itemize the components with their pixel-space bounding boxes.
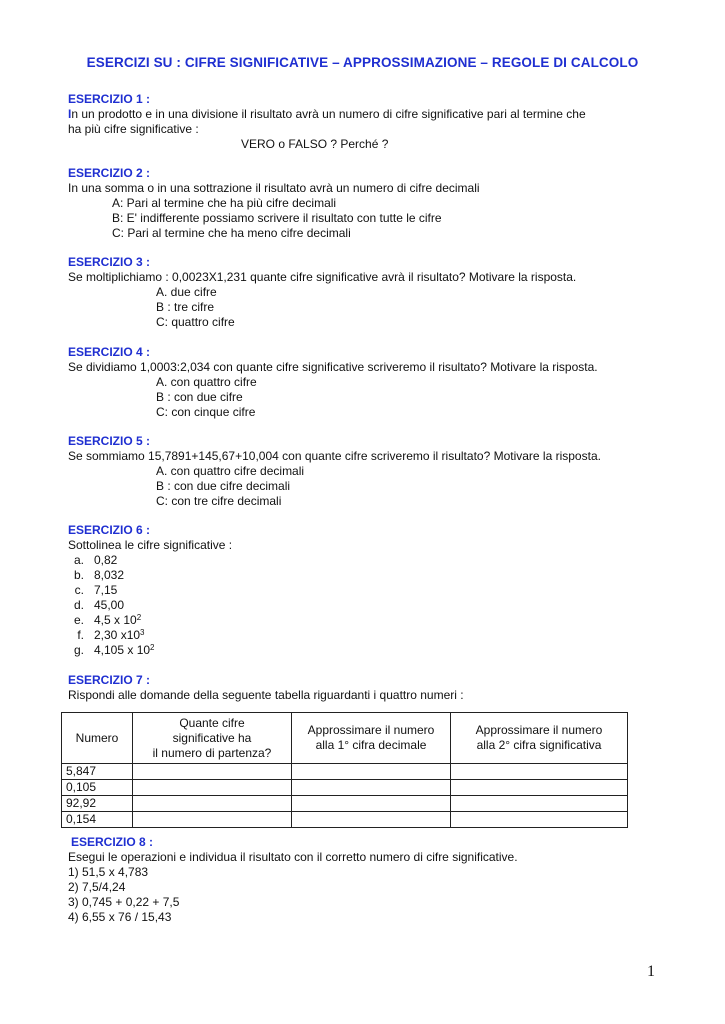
exercise-5-heading: ESERCIZIO 5 : bbox=[68, 434, 151, 448]
list-item bbox=[68, 598, 668, 613]
table-cell bbox=[133, 780, 292, 796]
item-value: 0,82 bbox=[94, 553, 118, 567]
exercise-4 bbox=[68, 345, 668, 420]
exercise-5-option-a: A. con quattro cifre decimali bbox=[156, 464, 305, 478]
exercise-5-option-b: B : con due cifre decimali bbox=[156, 479, 291, 493]
exercise-2-text: In una somma o in una sottrazione il risultato avrà un numero di cifre decimali bbox=[68, 181, 480, 195]
table-cell: 0,105 bbox=[62, 780, 133, 796]
exercise-3-text: Se moltiplichiamo : 0,0023X1,231 quante cifre significative avrà il risultato? Motivare la risposta. bbox=[68, 270, 577, 284]
exercise-4-text: Se dividiamo 1,0003:2,034 con quante cifre significative scriveremo il risultato? Motivare la risposta. bbox=[68, 360, 598, 374]
exercise-3-option-b: B : tre cifre bbox=[156, 300, 215, 314]
exercise-2-option-b: B: E' indifferente possiamo scrivere il risultato con tutte le cifre bbox=[112, 211, 442, 225]
exercise-2 bbox=[68, 166, 668, 241]
item-letter: d. bbox=[73, 598, 84, 612]
item-letter: f. bbox=[77, 628, 84, 642]
exercise-2-option-a: A: Pari al termine che ha più cifre decimali bbox=[112, 196, 337, 210]
exercise-6 bbox=[68, 523, 668, 658]
table-row bbox=[62, 780, 628, 796]
exercise-5-text: Se sommiamo 15,7891+145,67+10,004 con quante cifre scriveremo il risultato? Motivare la risposta. bbox=[68, 449, 601, 463]
exercise-3-heading: ESERCIZIO 3 : bbox=[68, 255, 151, 269]
table-cell bbox=[292, 796, 451, 812]
item-exponent: 2 bbox=[136, 613, 142, 622]
exercise-5 bbox=[68, 434, 668, 509]
table-cell: 92,92 bbox=[62, 796, 133, 812]
list-item bbox=[68, 628, 668, 643]
table-row bbox=[62, 812, 628, 828]
table-cell bbox=[292, 764, 451, 780]
exercise-8-item-1: 1) 51,5 x 4,783 bbox=[68, 865, 149, 879]
exercise-1-line-2: ha più cifre significative : bbox=[68, 122, 199, 136]
item-value: 45,00 bbox=[94, 598, 125, 612]
table-header-row bbox=[62, 713, 628, 764]
exercise-4-heading: ESERCIZIO 4 : bbox=[68, 345, 151, 359]
exercise-4-option-b: B : con due cifre bbox=[156, 390, 243, 404]
table-row bbox=[62, 796, 628, 812]
table-cell bbox=[133, 812, 292, 828]
list-item bbox=[68, 553, 668, 568]
column-header: Approssimare il numero alla 2° cifra significativa bbox=[451, 713, 628, 764]
item-value: 4,105 x 10 bbox=[94, 643, 151, 657]
exercise-6-text: Sottolinea le cifre significative : bbox=[68, 538, 233, 552]
item-letter: a. bbox=[73, 553, 84, 567]
list-item bbox=[68, 643, 668, 658]
table-cell: 0,154 bbox=[62, 812, 133, 828]
exercise-2-option-c: C: Pari al termine che ha meno cifre decimali bbox=[112, 226, 351, 240]
exercise-1-line-1 bbox=[68, 107, 668, 122]
list-item bbox=[68, 568, 668, 583]
exercise-3-option-a: A. due cifre bbox=[156, 285, 217, 299]
table-row bbox=[62, 764, 628, 780]
exercise-8 bbox=[68, 835, 668, 925]
exercise-1-question: VERO o FALSO ? Perché ? bbox=[241, 137, 389, 151]
table-cell bbox=[292, 812, 451, 828]
table-cell bbox=[133, 764, 292, 780]
table-cell bbox=[451, 796, 628, 812]
list-item bbox=[68, 583, 668, 598]
table-cell bbox=[292, 780, 451, 796]
exercise-4-option-a: A. con quattro cifre bbox=[156, 375, 257, 389]
page-number: 1 bbox=[647, 963, 655, 980]
table-cell bbox=[451, 780, 628, 796]
exercise-6-heading: ESERCIZIO 6 : bbox=[68, 523, 151, 537]
item-value: 4,5 x 10 bbox=[94, 613, 137, 627]
item-letter: c. bbox=[74, 583, 84, 597]
exercise-1 bbox=[68, 92, 668, 152]
column-header: Approssimare il numero alla 1° cifra decimale bbox=[292, 713, 451, 764]
exercise-3-option-c: C: quattro cifre bbox=[156, 315, 235, 329]
exercise-8-item-3: 3) 0,745 + 0,22 + 7,5 bbox=[68, 895, 180, 909]
exercise-4-option-c: C: con cinque cifre bbox=[156, 405, 256, 419]
table-cell bbox=[451, 812, 628, 828]
item-letter: g. bbox=[73, 643, 84, 657]
table-cell: 5,847 bbox=[62, 764, 133, 780]
column-header: Quante cifre significative ha il numero di partenza? bbox=[133, 713, 292, 764]
exercise-5-option-c: C: con tre cifre decimali bbox=[156, 494, 282, 508]
table-cell bbox=[451, 764, 628, 780]
item-exponent: 2 bbox=[150, 643, 155, 652]
list-item bbox=[68, 613, 668, 628]
item-value: 8,032 bbox=[94, 568, 125, 582]
exercise-8-heading: ESERCIZIO 8 : bbox=[71, 835, 154, 849]
exercise-7-text: Rispondi alle domande della seguente tabella riguardanti i quattro numeri : bbox=[68, 688, 464, 702]
exercise-7-table bbox=[61, 712, 628, 828]
exercise-8-item-2: 2) 7,5/4,24 bbox=[68, 880, 126, 894]
exercise-6-list bbox=[68, 553, 668, 658]
exercise-1-heading: ESERCIZIO 1 : bbox=[68, 92, 151, 106]
item-value: 2,30 x10 bbox=[94, 628, 141, 642]
exercise-1-first-letter: I bbox=[68, 107, 72, 121]
exercise-8-item-4: 4) 6,55 x 76 / 15,43 bbox=[68, 910, 172, 924]
exercise-8-text: Esegui le operazioni e individua il risultato con il corretto numero di cifre significative. bbox=[68, 850, 518, 864]
table-cell bbox=[133, 796, 292, 812]
exercise-1-line-1-rest: n un prodotto e in una divisione il risultato avrà un numero di cifre significative pari al termine che bbox=[71, 107, 586, 121]
item-exponent: 3 bbox=[140, 628, 145, 637]
column-header: Numero bbox=[62, 713, 133, 764]
exercise-7-heading: ESERCIZIO 7 : bbox=[68, 673, 151, 687]
exercise-3 bbox=[68, 255, 668, 330]
item-letter: e. bbox=[73, 613, 84, 627]
exercise-2-heading: ESERCIZIO 2 : bbox=[68, 166, 151, 180]
item-letter: b. bbox=[73, 568, 84, 582]
page-title: ESERCIZI SU : CIFRE SIGNIFICATIVE – APPROSSIMAZIONE – REGOLE DI CALCOLO bbox=[86, 55, 639, 70]
item-value: 7,15 bbox=[94, 583, 118, 597]
exercise-7 bbox=[68, 673, 668, 703]
